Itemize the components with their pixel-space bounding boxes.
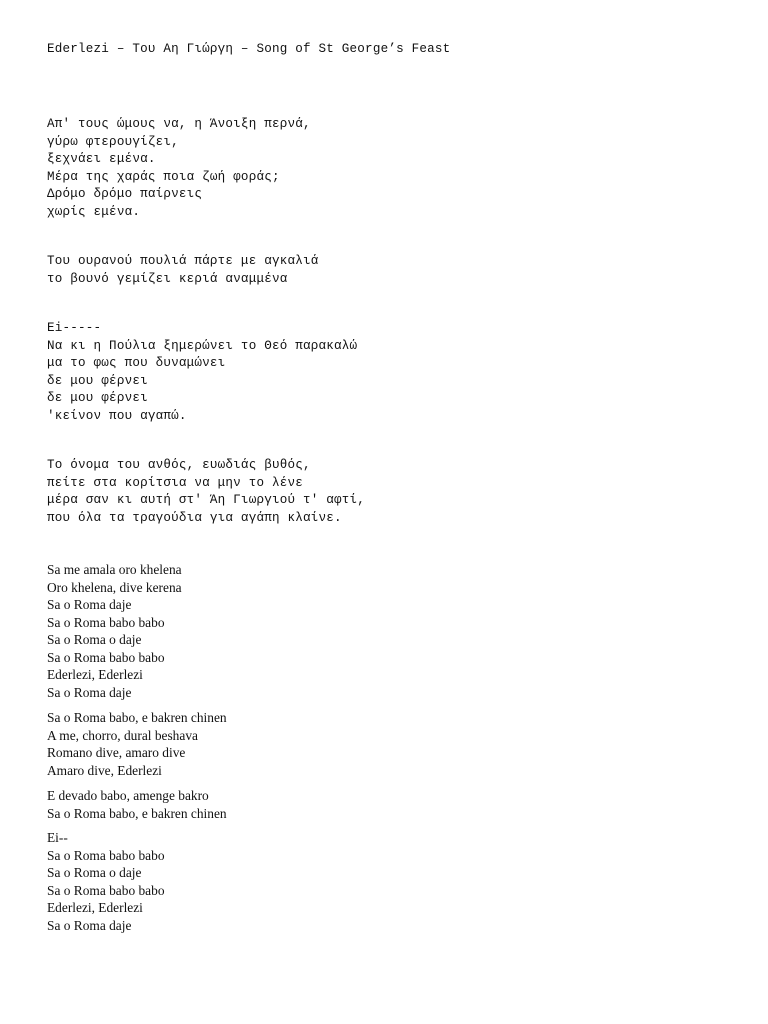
romani-verse-1-line-6: Sa o Roma babo babo — [47, 649, 165, 665]
romani-verse-3-line-1: E devado babo, amenge bakro — [47, 788, 209, 803]
greek-verse-3-line-4: δε μου φέρνει — [47, 373, 148, 388]
greek-verse-1-line-2: γύρω φτερουγίζει, — [47, 134, 179, 149]
document-title: Ederlezi – Του Αη Γιώργη – Song of St George’s Feast — [47, 42, 451, 56]
romani-verse-4-line-4: Sa o Roma babo babo — [47, 882, 165, 898]
greek-verse-3-line-3: μα το φως που δυναμώνει — [47, 356, 226, 370]
romani-verse-1-line-7: Ederlezi, Ederlezi — [47, 667, 143, 682]
greek-verse-1-line-4: Μέρα της χαράς ποια ζωή φοράς; — [47, 169, 280, 184]
greek-verse-3-line-2: Να κι η Πούλια ξημερώνει το Θεό παρακαλώ — [47, 338, 358, 353]
romani-verse-1-line-5: Sa o Roma o daje — [47, 632, 142, 647]
romani-verse-1-line-1: Sa me amala oro khelena — [47, 562, 182, 577]
romani-verse-2-line-2: A me, chorro, dural beshava — [47, 727, 198, 743]
romani-verse-2-line-3: Romano dive, amaro dive — [47, 745, 186, 760]
romani-verse-4-line-3: Sa o Roma o daje — [47, 865, 142, 880]
romani-verse-4-line-2: Sa o Roma babo babo — [47, 847, 165, 863]
greek-verse-2-line-1: Του ουρανού πουλιά πάρτε με αγκαλιά — [47, 254, 319, 268]
greek-verse-3-line-1: Ei----- — [47, 321, 102, 335]
greek-verse-1-line-5: Δρόμο δρόμο παίρνεις — [47, 187, 203, 201]
romani-verse-2-line-4: Amaro dive, Ederlezi — [47, 762, 162, 778]
greek-verse-2-line-2: το βουνό γεμίζει κεριά αναμμένα — [47, 271, 288, 286]
greek-verse-1-line-6: χωρίς εμένα. — [47, 204, 141, 219]
greek-verse-1-line-1: Απ' τους ώμους να, η Άνοιξη περνά, — [47, 117, 311, 131]
greek-verse-4-line-1: Το όνομα του ανθός, ευωδιάς βυθός, — [47, 458, 311, 472]
romani-verse-1-line-8: Sa o Roma daje — [47, 684, 132, 700]
greek-verse-3-line-6: 'κείνον που αγαπώ. — [47, 408, 187, 423]
romani-verse-3-line-2: Sa o Roma babo, e bakren chinen — [47, 805, 227, 821]
greek-verse-3-line-5: δε μου φέρνει — [47, 391, 148, 405]
romani-verse-1-line-2: Oro khelena, dive kerena — [47, 579, 182, 595]
romani-verse-4-line-6: Sa o Roma daje — [47, 917, 132, 933]
greek-verse-4-line-3: μέρα σαν κι αυτή στ' Άη Γιωργιού τ' αφτί, — [47, 493, 366, 507]
greek-verse-1-line-3: ξεχνάει εμένα. — [47, 152, 156, 166]
romani-verse-4-line-5: Ederlezi, Ederlezi — [47, 900, 143, 915]
romani-verse-2-line-1: Sa o Roma babo, e bakren chinen — [47, 710, 227, 725]
romani-verse-1-line-4: Sa o Roma babo babo — [47, 614, 165, 630]
romani-verse-1-line-3: Sa o Roma daje — [47, 597, 132, 612]
romani-verse-4-line-1: Ei-- — [47, 830, 68, 845]
greek-verse-4-line-4: που όλα τα τραγούδια για αγάπη κλαίνε. — [47, 510, 342, 525]
greek-verse-4-line-2: πείτε στα κορίτσια να μην το λένε — [47, 475, 303, 490]
